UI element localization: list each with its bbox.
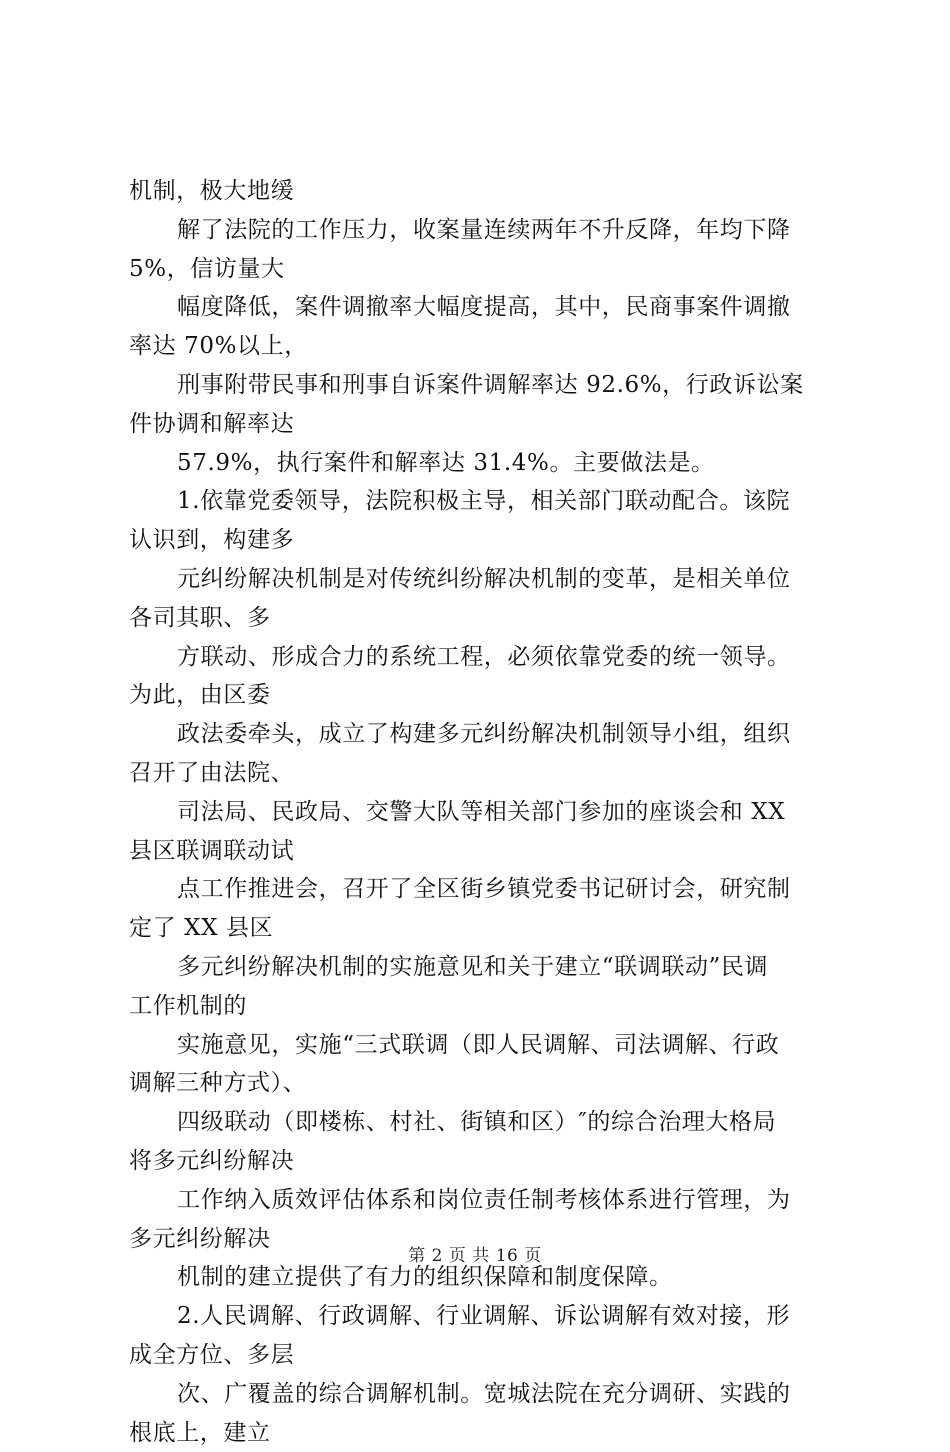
- text-line: 为此，由区委: [129, 676, 834, 715]
- text-line: 调解三种方式）、: [129, 1064, 834, 1103]
- text-line: 司法局、民政局、交警大队等相关部门参加的座谈会和 XX: [129, 793, 834, 832]
- text-line: 1.依靠党委领导，法院积极主导，相关部门联动配合。该院: [129, 482, 834, 521]
- text-line: 各司其职、多: [129, 599, 834, 638]
- text-line: 元纠纷解决机制是对传统纠纷解决机制的变革，是相关单位: [129, 560, 834, 599]
- text-line: 将多元纠纷解决: [129, 1142, 834, 1181]
- text-line: 57.9%，执行案件和解率达 31.4%。主要做法是。: [129, 444, 834, 483]
- text-line: 政法委牵头，成立了构建多元纠纷解决机制领导小组，组织: [129, 715, 834, 754]
- text-line: 工作机制的: [129, 987, 834, 1026]
- text-line: 次、广覆盖的综合调解机制。宽城法院在充分调研、实践的: [129, 1375, 834, 1414]
- text-line: 县区联调联动试: [129, 832, 834, 871]
- text-line: 成全方位、多层: [129, 1336, 834, 1375]
- text-line: 多元纠纷解决机制的实施意见和关于建立“联调联动”民调: [129, 948, 834, 987]
- text-line: 2.人民调解、行政调解、行业调解、诉讼调解有效对接，形: [129, 1297, 834, 1336]
- text-line: 四级联动（即楼栋、村社、街镇和区）″的综合治理大格局: [129, 1103, 834, 1142]
- text-line: 点工作推进会，召开了全区街乡镇党委书记研讨会，研究制: [129, 870, 834, 909]
- text-line: 根底上，建立: [129, 1414, 834, 1452]
- text-line: 召开了由法院、: [129, 754, 834, 793]
- page-footer: 第 2 页 共 16 页: [0, 1241, 950, 1266]
- text-line: 工作纳入质效评估体系和岗位责任制考核体系进行管理，为: [129, 1181, 834, 1220]
- text-line: 实施意见，实施“三式联调（即人民调解、司法调解、行政: [129, 1026, 834, 1065]
- text-line: 多元纠纷解决: [129, 1220, 834, 1259]
- text-line: 解了法院的工作压力，收案量连续两年不升反降，年均下降: [129, 211, 834, 250]
- text-line: 定了 XX 县区: [129, 909, 834, 948]
- text-line: 率达 70%以上，: [129, 327, 834, 366]
- text-line: 方联动、形成合力的系统工程，必须依靠党委的统一领导。: [129, 638, 834, 677]
- text-line: 件协调和解率达: [129, 405, 834, 444]
- text-line: 机制，极大地缓: [129, 172, 834, 211]
- text-line: 幅度降低，案件调撤率大幅度提高，其中，民商事案件调撤: [129, 288, 834, 327]
- text-line: 机制的建立提供了有力的组织保障和制度保障。: [129, 1258, 834, 1297]
- text-line: 认识到，构建多: [129, 521, 834, 560]
- text-line: 刑事附带民事和刑事自诉案件调解率达 92.6%，行政诉讼案: [129, 366, 834, 405]
- text-line: 5%，信访量大: [129, 250, 834, 289]
